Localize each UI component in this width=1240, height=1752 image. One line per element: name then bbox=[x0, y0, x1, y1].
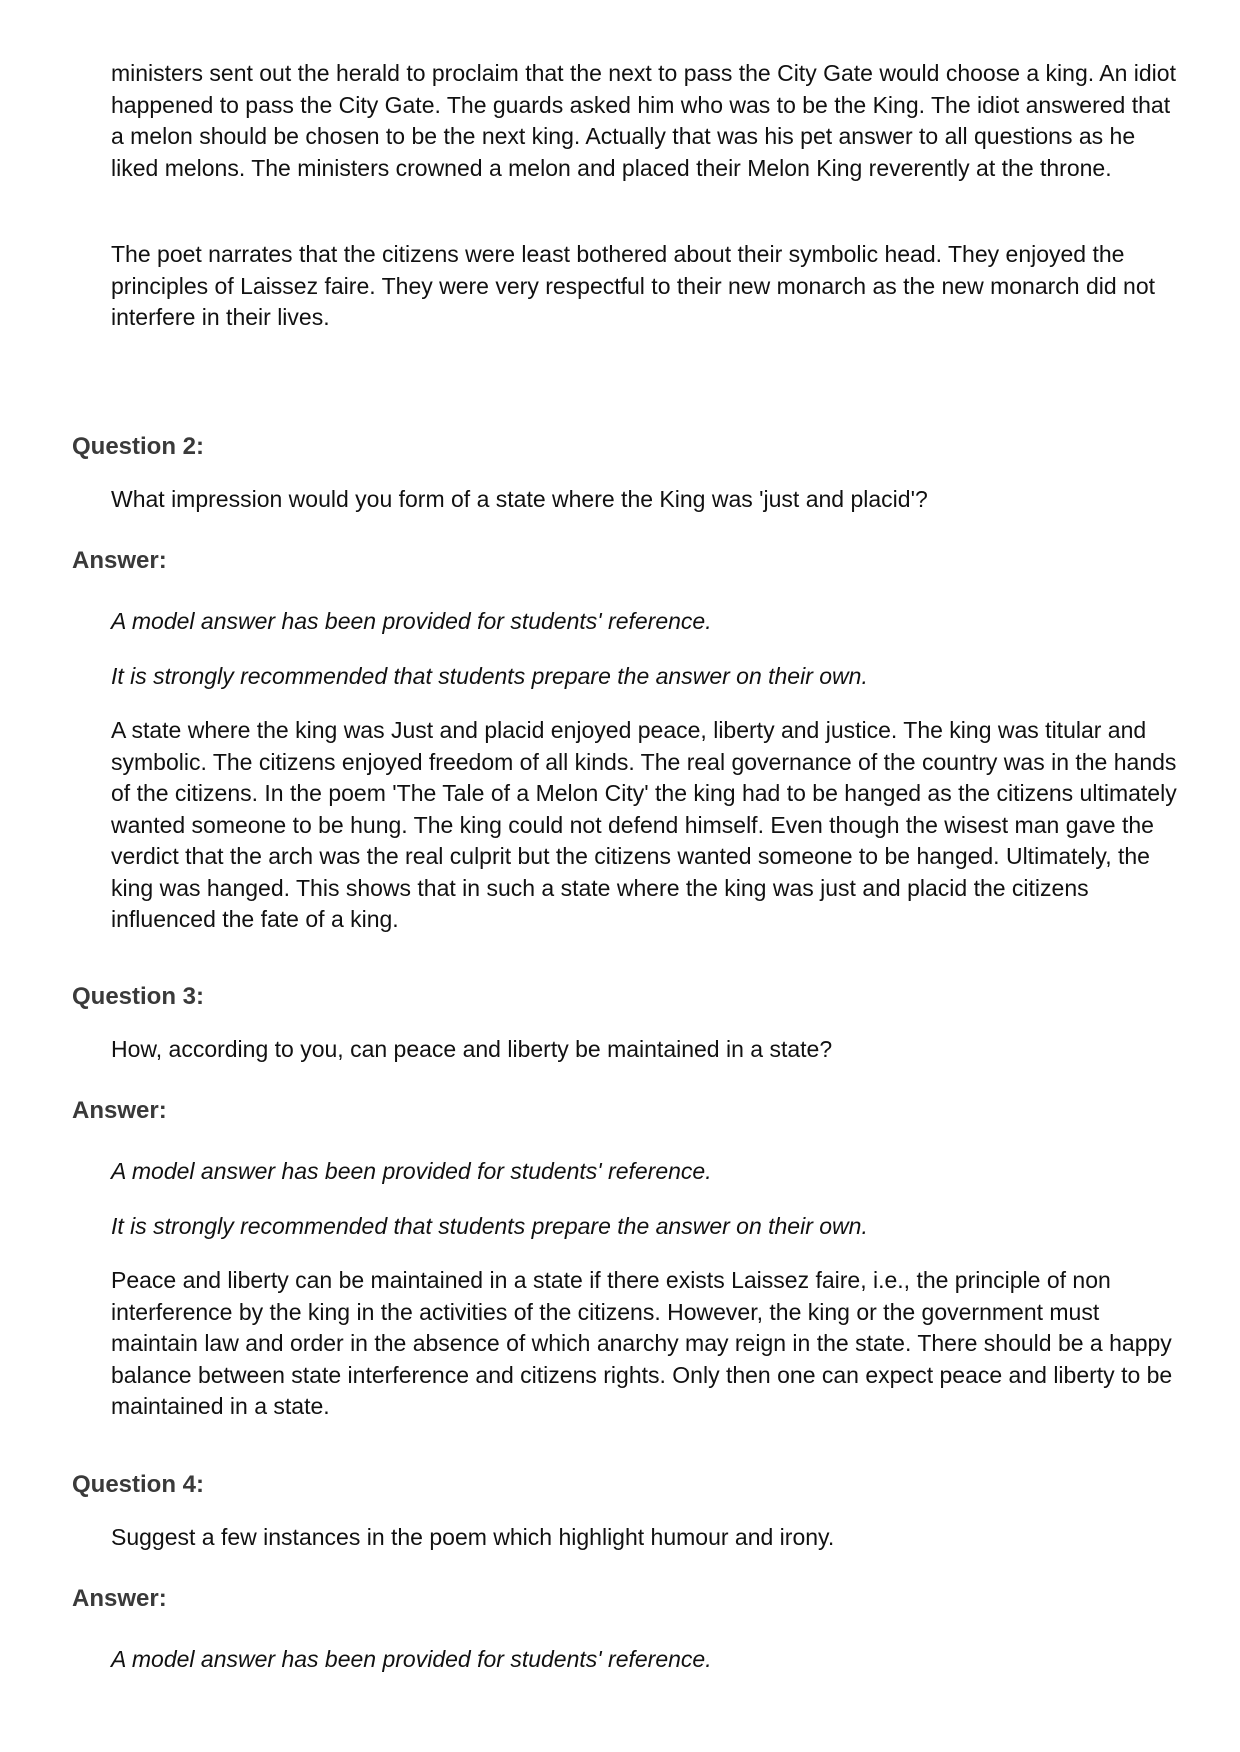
answer-4-heading: Answer: bbox=[72, 1585, 167, 1612]
intro-paragraph-1: ministers sent out the herald to proclaim that the next to pass the City Gate would choose a king. An idiot happened to pass the City Gate. The guards asked him who was to be the King. The idiot answered that a melon should be chosen to be the next king. Actually that was his pet answer to all questions as he liked melons. The ministers crowned a melon and placed their Melon King reverently at the throne. bbox=[111, 60, 1176, 181]
question-3-heading: Question 3: bbox=[72, 983, 205, 1010]
intro-paragraph-2: The poet narrates that the citizens were least bothered about their symbolic head. They enjoyed the principles of Laissez faire. They were very respectful to their new monarch as the new monarch did not interfere in their lives. bbox=[111, 241, 1156, 330]
question-4-text: Suggest a few instances in the poem which highlight humour and irony. bbox=[111, 1524, 835, 1550]
question-3-text: How, according to you, can peace and liberty be maintained in a state? bbox=[111, 1036, 833, 1062]
answer-3-note-1: A model answer has been provided for students' reference. bbox=[111, 1158, 712, 1184]
answer-2-note-2: It is strongly recommended that students prepare the answer on their own. bbox=[111, 663, 868, 689]
question-4-heading: Question 4: bbox=[72, 1471, 205, 1498]
answer-2-heading: Answer: bbox=[72, 547, 167, 574]
answer-4-note-1: A model answer has been provided for students' reference. bbox=[111, 1646, 712, 1672]
answer-3-text: Peace and liberty can be maintained in a state if there exists Laissez faire, i.e., the principle of non interference by the king in the activities of the citizens. However, the king or the government must maintain law and order in the absence of which anarchy may reign in the state. There should be a happy balance between state interference and citizens rights. Only then one can expect peace and liberty to be maintained in a state. bbox=[111, 1267, 1173, 1419]
question-2-heading: Question 2: bbox=[72, 433, 205, 460]
answer-2-text: A state where the king was Just and placid enjoyed peace, liberty and justice. The king was titular and symbolic. The citizens enjoyed freedom of all kinds. The real governance of the country was in the hands of the citizens. In the poem 'The Tale of a Melon City' the king had to be hanged as the citizens ultimately wanted someone to be hung. The king could not defend himself. Even though the wisest man gave the verdict that the arch was the real culprit but the citizens wanted someone to be hanged. Ultimately, the king was hanged. This shows that in such a state where the king was just and placid the citizens influenced the fate of a king. bbox=[111, 717, 1177, 932]
answer-3-note-2: It is strongly recommended that students prepare the answer on their own. bbox=[111, 1213, 868, 1239]
question-2-text: What impression would you form of a state where the King was 'just and placid'? bbox=[111, 486, 928, 512]
answer-2-note-1: A model answer has been provided for students' reference. bbox=[111, 608, 712, 634]
answer-3-heading: Answer: bbox=[72, 1097, 167, 1124]
